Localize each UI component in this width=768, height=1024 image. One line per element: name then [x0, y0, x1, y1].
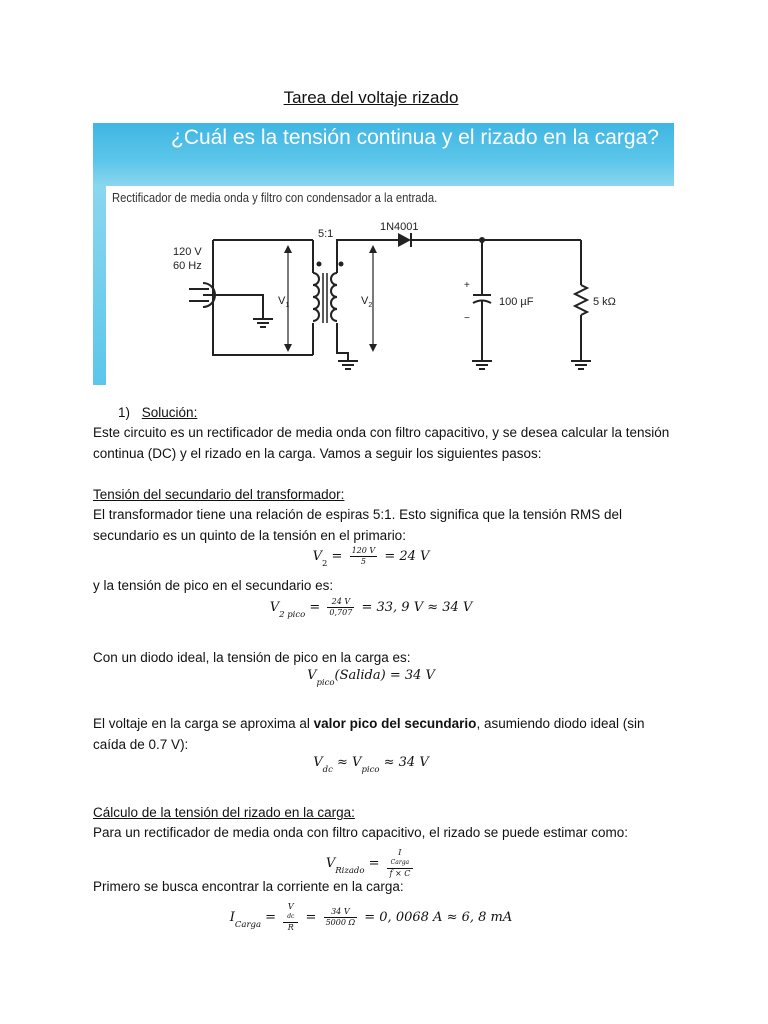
equation-v-pico: $V_{pico}(Salida) = 34$ V: [307, 668, 435, 688]
turns-ratio-label: 5:1: [318, 228, 334, 240]
circuit-figure: [93, 123, 674, 385]
capacitor-plus-label: +: [464, 280, 470, 291]
section1-title: Tensión del secundario del transformador:: [93, 487, 345, 502]
equation-vdc: $V_{dc} \approx V_{pico} \approx 34$ V: [313, 755, 429, 775]
source-voltage-label: 120 V: [173, 246, 202, 258]
intro-paragraph: Este circuito es un rectificador de media onda con filtro capacitivo, y se desea calcular la tensión continua (DC) y el rizado en la carga. Vamos a seguir los siguientes pasos:: [93, 425, 670, 461]
v1-label: $V_1$: [278, 295, 290, 309]
list-number: 1): [118, 405, 131, 420]
ideal-diode-paragraph: Con un diodo ideal, la tensión de pico en la carga es:: [93, 650, 411, 665]
source-frequency-label: 60 Hz: [173, 260, 202, 272]
equation-v2: $V_2$ = $\frac{120 V}{5}$ = 24 V: [312, 546, 430, 569]
resistor-zigzag: [575, 285, 587, 315]
capacitor-minus-label: −: [464, 313, 470, 324]
polarity-dot-1: [317, 262, 322, 267]
equation-v-rizado: $V_{Rizado}$ = I Carga f × C: [0, 848, 742, 879]
diode-symbol: [398, 233, 411, 247]
page-title: Tarea del voltaje rizado: [283, 88, 459, 107]
section2-title: Cálculo de la tensión del rizado en la carga:: [93, 805, 355, 820]
section2-paragraph: Para un rectificador de media onda con filtro capacitivo, el rizado se puede estimar como:: [93, 825, 629, 840]
capacitor-value-label: 100 µF: [499, 296, 534, 308]
solution-title: Solución:: [141, 405, 198, 420]
figure-caption: Rectificador de media onda y filtro con condensador a la entrada.: [112, 191, 438, 205]
secondary-top-wire: [337, 240, 398, 273]
polarity-dot-2: [339, 262, 344, 267]
equation-v2-pico: $V_{2 pico}$ = $\frac{24 V}{0,707}$ = 33, 9 V ≈ 34 V: [269, 597, 473, 620]
diode-label: 1N4001: [380, 221, 419, 233]
circuit-diagram: [93, 123, 674, 385]
load-paragraph: El voltaje en la carga se aproxima al valor pico del secundario, asumiendo diodo ideal (sin caída de 0.7 V):: [93, 716, 645, 752]
primary-coil: [313, 273, 319, 321]
junction-dot-1: [479, 237, 485, 243]
secondary-bottom-wire: [337, 323, 348, 360]
peak-paragraph: y la tensión de pico en el secundario es:: [93, 578, 334, 593]
resistor-value-label: 5 kΩ: [593, 296, 616, 308]
figure-question: ¿Cuál es la tensión continua y el rizado en la carga?: [171, 126, 659, 149]
v2-label: $V_2$: [361, 295, 373, 309]
solution-heading: [118, 402, 698, 423]
secondary-coil: [331, 273, 337, 321]
section1-paragraph: El transformador tiene una relación de espiras 5:1. Esto significa que la tensión RMS del secundario es un quinto de la tensión en el primario:: [93, 507, 623, 543]
current-paragraph: Primero se busca encontrar la corriente en la carga:: [93, 879, 404, 894]
equation-i-carga: $I_{Carga}$ = V dc R = $\frac{34 V}{5000 \Omega}$ = 0, 0068 A ≈ 6, 8 mA: [229, 902, 513, 932]
